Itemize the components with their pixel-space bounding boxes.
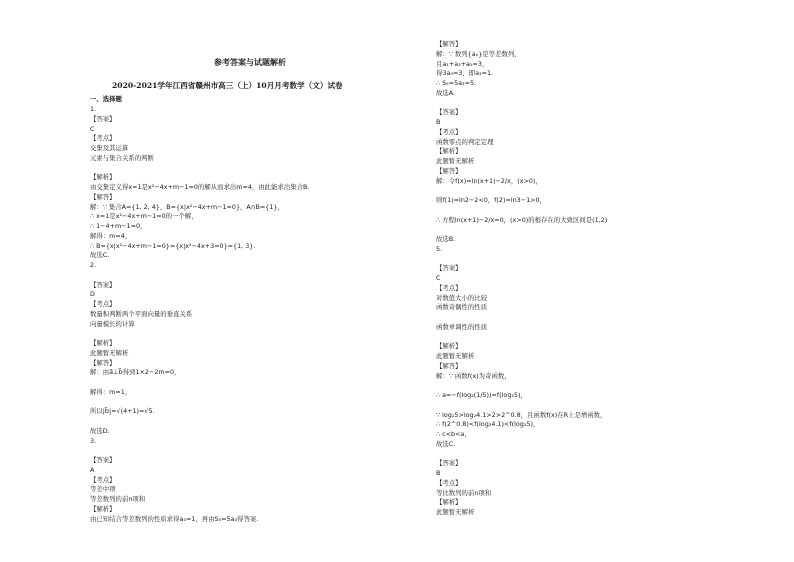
text-line: ∴ a=−f(log₂(1/5))=f(log₂5)， — [436, 391, 527, 399]
text-line: 得3a₃=3，即a₃=1. — [436, 69, 494, 78]
text-line: C — [90, 124, 95, 133]
text-line: ∴ f(2^0.8)<f(log₂4.1)<f(log₂5)， — [436, 420, 540, 429]
text-line: 此题暂无解析 — [90, 348, 129, 357]
text-line: 【考点】 — [90, 134, 116, 143]
text-line: 【考点】 — [436, 283, 462, 292]
text-line: 向量模长的计算 — [90, 319, 135, 328]
text-line: 函数单调性的性质 — [436, 322, 488, 331]
text-line: 【解析】 — [90, 339, 116, 347]
text-line: 此题暂无解析 — [436, 508, 475, 516]
text-line: 【解答】 — [90, 358, 116, 367]
text-line: 故选C. — [436, 439, 456, 448]
text-line: 【解析】 — [90, 173, 116, 182]
text-line: ∵ log₂5>log₂4.1>2>2^0.8，且函数f(x)在R上是增函数， — [436, 410, 607, 419]
text-line: 解得：m=1， — [90, 387, 132, 396]
text-line: C — [436, 274, 441, 282]
text-line: 【答案】 — [436, 459, 462, 468]
text-line: 此题暂无解析 — [436, 352, 475, 360]
text-line: D — [90, 290, 95, 299]
text-line: 2. — [90, 261, 97, 269]
text-line: 【答案】 — [90, 280, 116, 289]
text-line: 等差数列的前n项和 — [90, 495, 146, 503]
text-line: 等差中项 — [90, 485, 116, 494]
text-line: 【答案】 — [90, 114, 116, 123]
text-line: 故选B. — [436, 235, 456, 243]
text-line: 故选C. — [90, 251, 110, 260]
text-line: 由交集定义得x=1是x²−4x+m−1=0的解从而求出m=4，由此能求出集合B. — [90, 183, 310, 191]
text-line: 【解析】 — [436, 498, 462, 507]
text-line: 【解析】 — [436, 342, 462, 351]
text-line: 函数奇偶性的性质 — [436, 303, 488, 312]
text-line: 5. — [436, 244, 443, 253]
exam-title: 2020-2021学年江西省赣州市高三（上）10月月考数学（文）试卷 — [112, 81, 343, 90]
text-line: 函数零点的判定定理 — [436, 137, 494, 146]
text-line: 数量积判断两个平面向量的垂直关系 — [90, 309, 193, 318]
text-line: 【考点】 — [90, 300, 116, 308]
text-line: 【解答】 — [436, 361, 462, 370]
text-line: 【解答】 — [436, 166, 462, 175]
page-title: 参考答案与试题解析 — [214, 57, 286, 67]
text-line: 所以|b⃗|=√(4+1)=√5. — [90, 407, 155, 416]
text-line: 3. — [90, 436, 97, 445]
text-line: 且a₁+a₃+a₅=3， — [436, 59, 489, 68]
text-line: 【考点】 — [436, 478, 462, 487]
text-line: 解：∵ 集合A={1, 2, 4}，B={x|x²−4x+m−1=0}，A∩B={1}， — [90, 202, 284, 211]
text-line: ∴ S₅=5a₃=5. — [436, 79, 477, 87]
text-line: 交集及其运算 — [90, 144, 129, 152]
text-line: ∴ c<b<a， — [436, 430, 471, 438]
text-line: B — [436, 469, 441, 477]
text-line: 【解答】 — [436, 40, 462, 48]
text-line: ∴ 1−4+m−1=0， — [90, 222, 147, 230]
text-line: 1. — [90, 105, 97, 113]
text-line: 此题暂无解析 — [436, 157, 475, 165]
text-line: 【考点】 — [436, 127, 462, 136]
text-line: 【答案】 — [436, 108, 462, 117]
text-line: 等比数列的前n项和 — [436, 488, 492, 497]
text-line: 元素与集合关系的判断 — [90, 153, 154, 162]
text-line: 解得：m=4， — [90, 231, 132, 240]
text-line: 【考点】 — [90, 475, 116, 484]
text-line: 故选A. — [436, 88, 456, 97]
text-line: B — [436, 118, 441, 126]
text-line: 【解答】 — [90, 192, 116, 201]
text-line: 解：∵ 数列{aₙ}是等差数列， — [436, 49, 521, 58]
text-line: 解：令f(x)=ln(x+1)−2/x，(x>0)， — [436, 176, 542, 185]
text-line: 【答案】 — [90, 456, 116, 464]
section-heading: 一、选择题 — [90, 95, 122, 103]
text-line: 故选D. — [90, 426, 110, 435]
text-line: 解：由a⃗⊥b⃗得到1×2−2m=0， — [90, 368, 181, 377]
text-line: 【解析】 — [436, 147, 462, 156]
text-line: ∴ 方程ln(x+1)−2/x=0，(x>0)的根存在的大致区间是(1,2) — [436, 215, 608, 224]
text-line: 则f(1)=ln2−2<0，f(2)=ln3−1>0， — [436, 196, 546, 204]
text-line: 【解析】 — [90, 504, 116, 513]
text-line: 对数值大小的比较 — [436, 293, 488, 302]
text-line: 由已知结合等差数列的性质求得a₃=1，再由S₅=5a₃得答案. — [90, 514, 259, 523]
text-line: A — [90, 465, 95, 474]
text-line: ∴ x=1是x²−4x+m−1=0的一个解， — [90, 212, 198, 221]
text-line: 【答案】 — [436, 264, 462, 273]
text-line: ∴ B={x|x²−4x+m−1=0}={x|x²−4x+3=0}={1, 3}. — [90, 241, 256, 250]
text-line: 解：∵ 函数f(x)为奇函数， — [436, 371, 511, 380]
